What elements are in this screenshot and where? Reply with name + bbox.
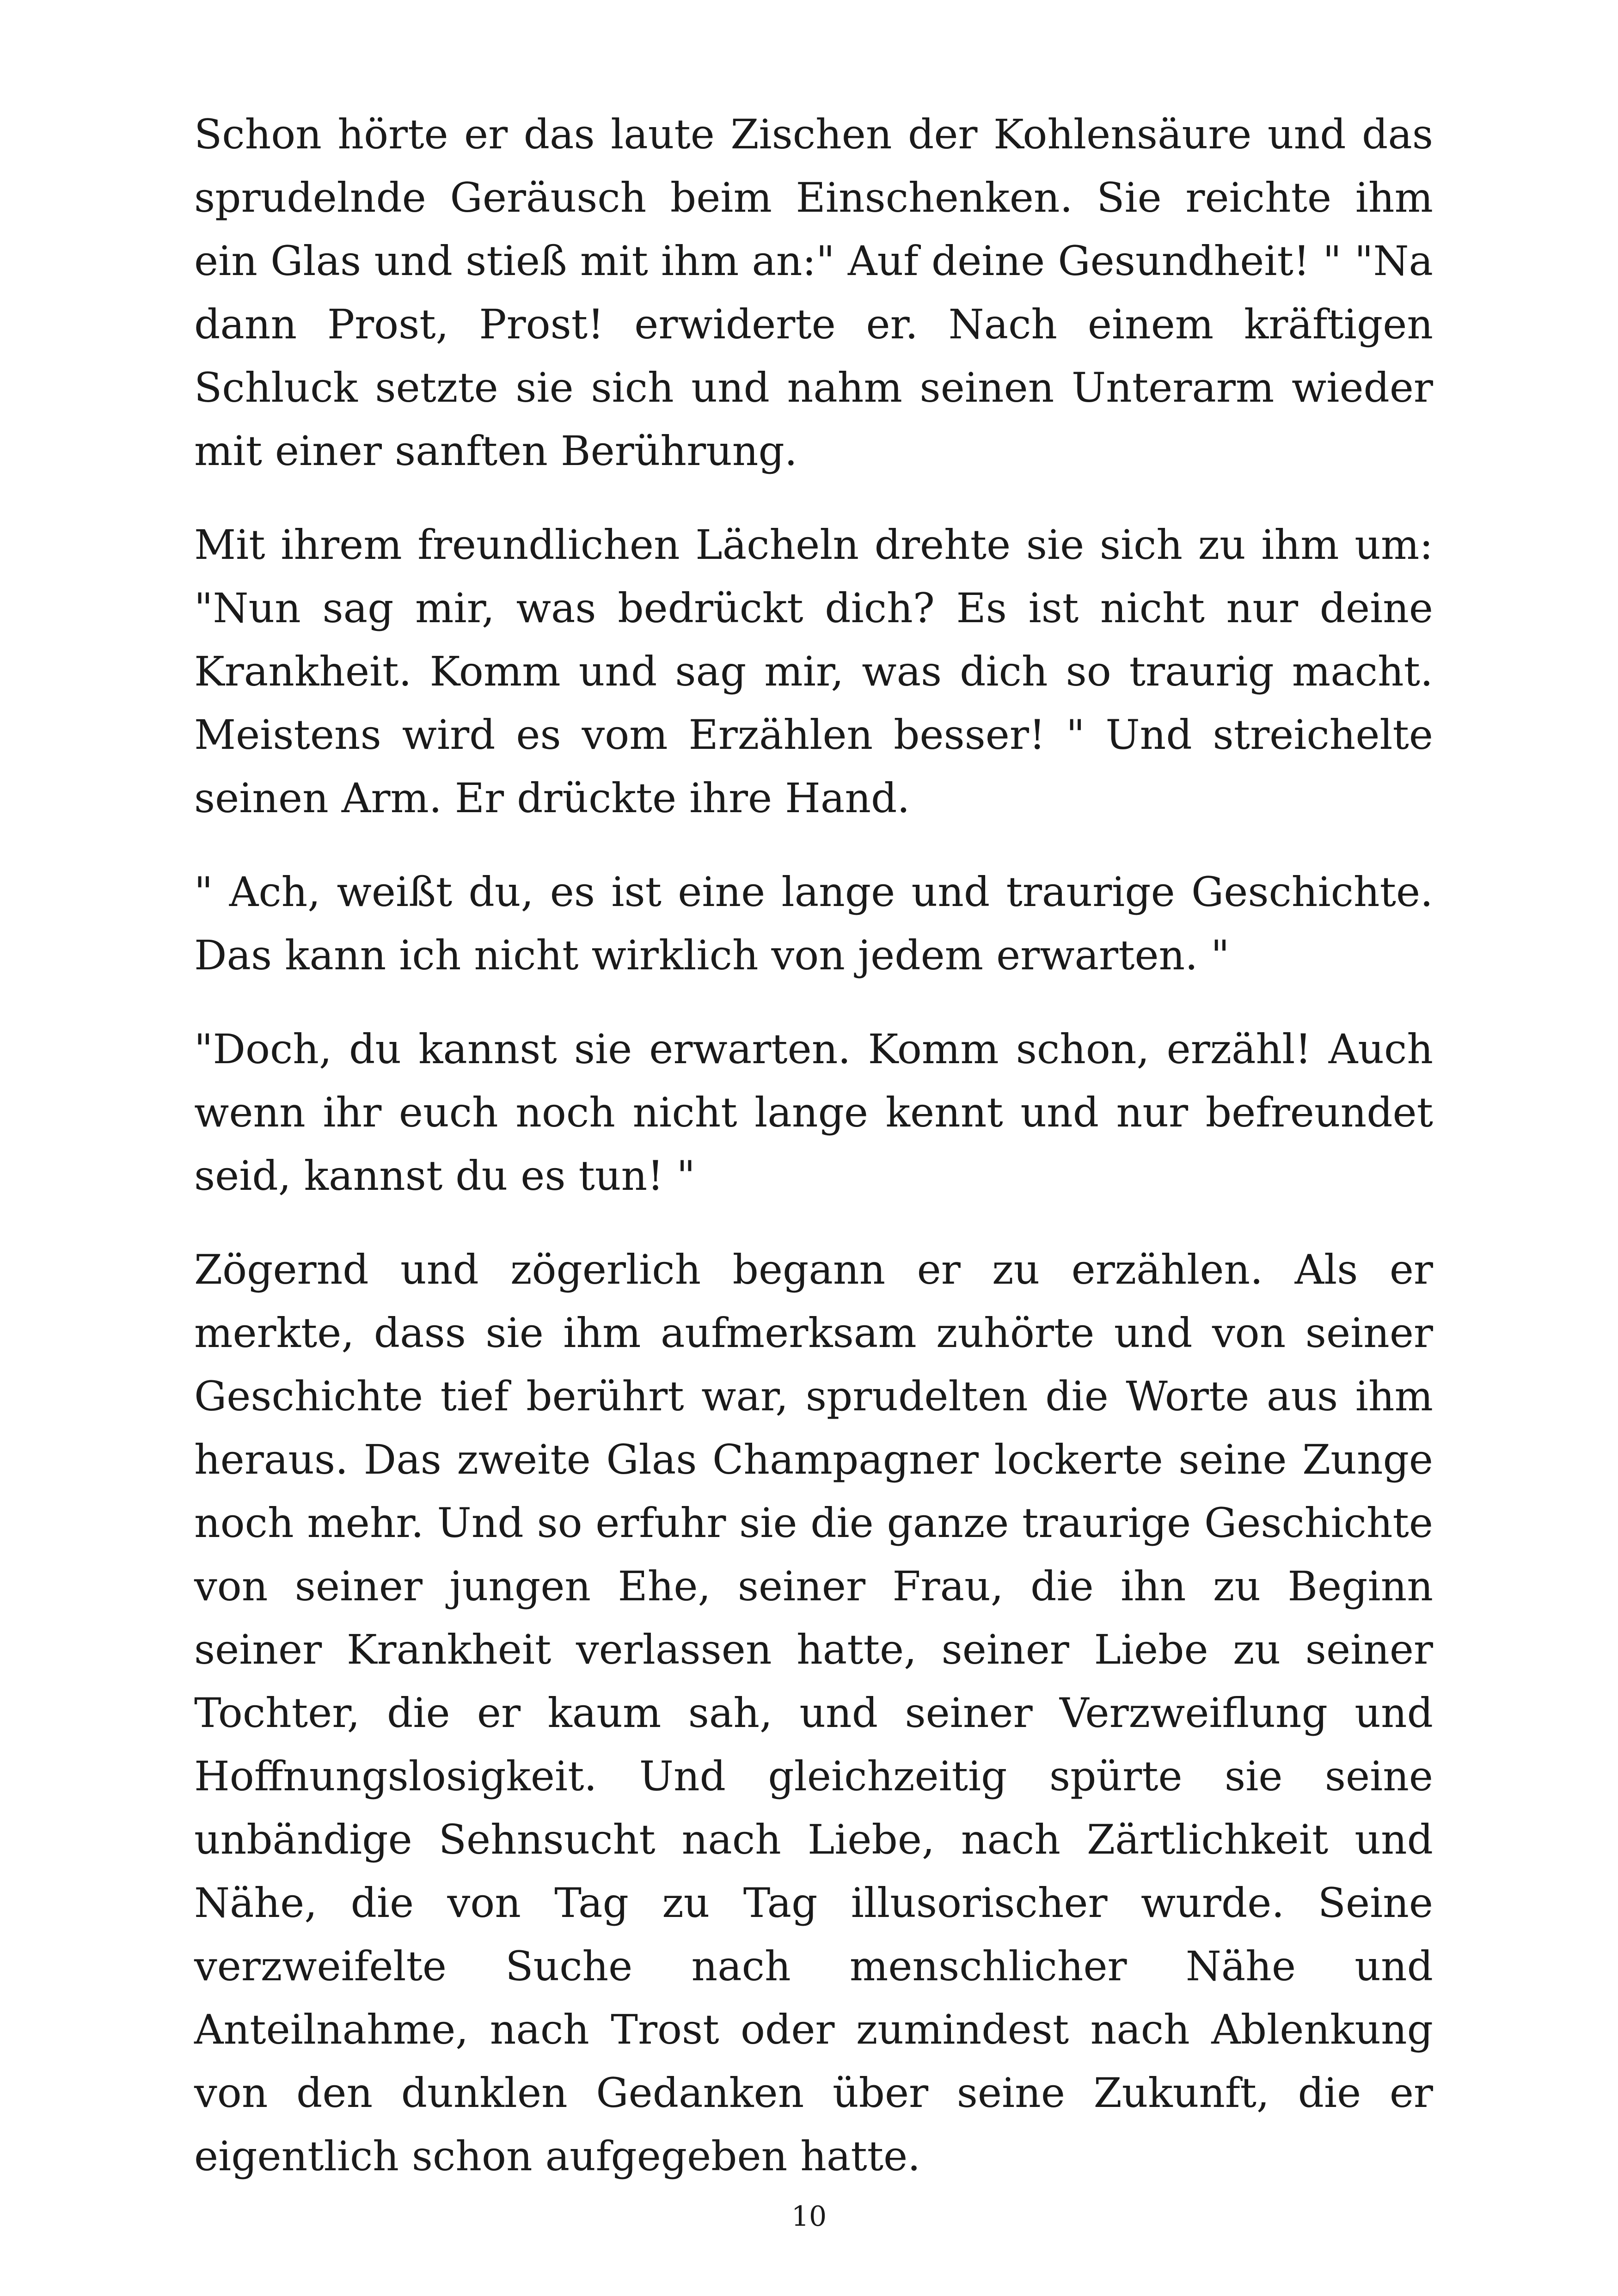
paragraph-3: " Ach, weißt du, es ist eine lange und traurige Geschichte. Das kann ich nicht wirklich von jedem erwarten. " bbox=[194, 868, 1433, 979]
paragraph-5: Zögernd und zögerlich begann er zu erzählen. Als er merkte, dass sie ihm aufmerksam zuhörte und von seiner Geschichte tief berührt war, sprudelten die Worte aus ihm heraus. Das zweite Glas Champagner lockerte seine Zunge noch mehr. Und so erfuhr sie die ganze traurige Geschichte von seiner jungen Ehe, seiner Frau, die ihn zu Beginn seiner Krankheit verlassen hatte, seiner Liebe zu seiner Tochter, die er kaum sah, und seiner Verzweiflung und Hoffnungslosigkeit. Und gleichzeitig spürte sie seine unbändige Sehnsucht nach Liebe, nach Zärtlichkeit und Nähe, die von Tag zu Tag illusorischer wurde. Seine verzweifelte Suche nach menschlicher Nähe und Anteilnahme, nach Trost oder zumindest nach Ablenkung von den dunklen Gedanken über seine Zukunft, die er eigentlich schon aufgegeben hatte. bbox=[194, 1246, 1433, 2180]
paragraph-1: Schon hörte er das laute Zischen der Kohlensäure und das sprudelnde Geräusch beim Einschenken. Sie reichte ihm ein Glas und stieß mit ihm an:" Auf deine Gesundheit! " "Na dann Prost, Prost! erwiderte er. Nach einem kräftigen Schluck setzte sie sich und nahm seinen Unterarm wieder mit einer sanften Berührung. bbox=[194, 110, 1433, 475]
page-number: 10 bbox=[791, 2200, 827, 2233]
paragraph-4: "Doch, du kannst sie erwarten. Komm schon, erzähl! Auch wenn ihr euch noch nicht lange kennt und nur befreundet seid, kannst du es tun! " bbox=[194, 1025, 1433, 1200]
body-text bbox=[194, 103, 1433, 2188]
paragraph-2: Mit ihrem freundlichen Lächeln drehte sie sich zu ihm um: "Nun sag mir, was bedrückt dich? Es ist nicht nur deine Krankheit. Komm und sag mir, was dich so traurig macht. Meistens wird es vom Erzählen besser! " Und streichelte seinen Arm. Er drückte ihre Hand. bbox=[194, 521, 1433, 822]
